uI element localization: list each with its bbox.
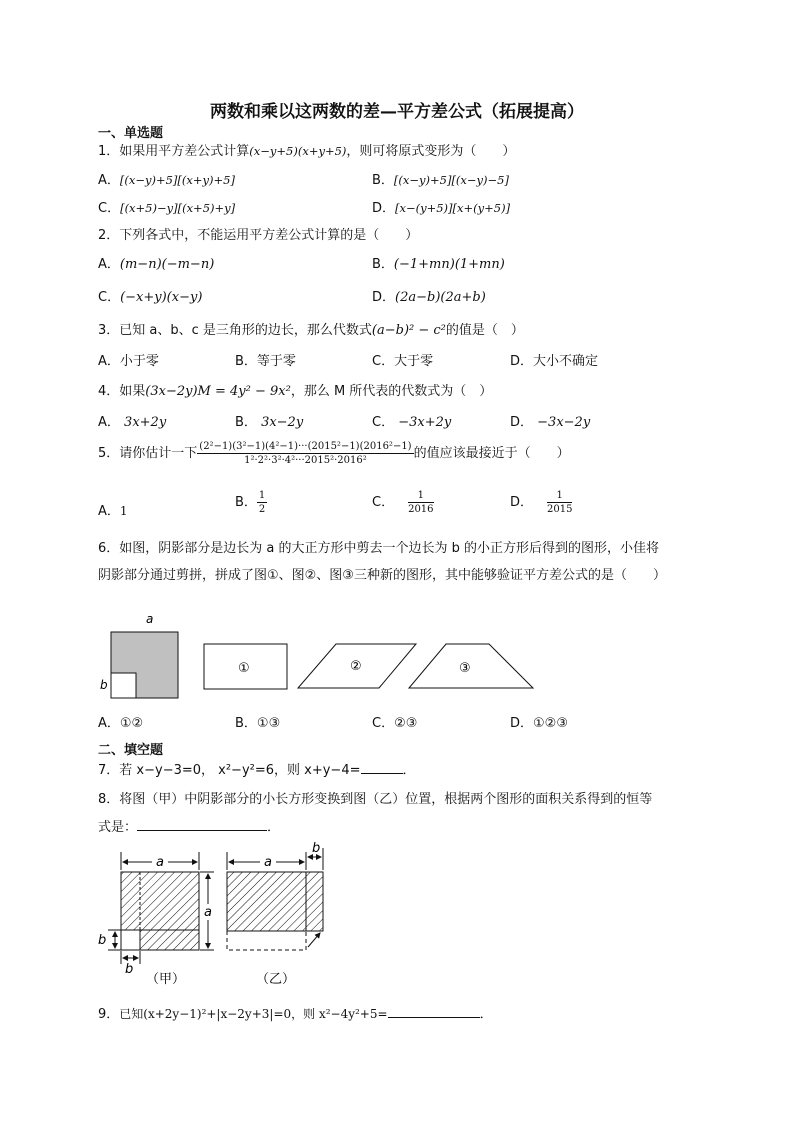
option-text: (2a−b)(2a+b)	[395, 290, 486, 305]
option-text: (m−n)(−m−n)	[119, 257, 215, 272]
question-text: ，则可将原式变形为（ ）	[346, 144, 516, 159]
question-2	[98, 224, 418, 243]
option-label: B．	[372, 173, 394, 188]
option-c[interactable]	[372, 712, 417, 731]
question-6-line-1	[98, 537, 659, 556]
option-b[interactable]	[235, 712, 280, 731]
question-text: 已知 a、b、c 是三角形的边长，那么代数式	[119, 323, 372, 338]
option-text: ①②	[119, 716, 144, 731]
option-b[interactable]	[372, 169, 509, 188]
option-d[interactable]	[372, 286, 486, 305]
dashed-outline-yi	[227, 931, 306, 950]
caption-jia: （甲）	[146, 972, 186, 987]
label-a-vertical: a	[204, 905, 212, 920]
answer-blank[interactable]	[137, 818, 267, 831]
question-end: ．	[402, 763, 416, 778]
option-text: [x−(y+5)][x+(y+5)]	[395, 201, 511, 215]
option-c[interactable]	[372, 411, 451, 430]
option-text: 1	[119, 504, 128, 518]
question-text: 的值应该最接近于（ ）	[413, 446, 570, 461]
option-text: ②③	[394, 716, 418, 731]
option-text: (−x+y)(x−y)	[120, 290, 203, 305]
question-7	[98, 759, 416, 778]
caption-yi: （乙）	[256, 972, 296, 987]
option-label: C．	[372, 495, 395, 510]
figure-q8	[96, 840, 346, 990]
label-a: a	[156, 855, 164, 870]
label-b-yi: b	[312, 841, 321, 856]
question-5	[98, 441, 570, 466]
option-label: B．	[235, 354, 257, 369]
option-fraction	[408, 490, 433, 515]
label-b: b	[100, 678, 108, 692]
option-text: 3x−2y	[261, 415, 304, 430]
fraction-expression	[197, 441, 413, 466]
page-title: 两数和乘以这两数的差—平方差公式（拓展提高）	[210, 102, 584, 122]
trapezoid-shape-3	[409, 644, 533, 688]
question-number: 7．	[98, 763, 120, 778]
question-number: 8．	[98, 792, 120, 807]
option-d[interactable]	[510, 350, 598, 369]
question-text: 如果	[119, 384, 146, 399]
option-b[interactable]	[235, 411, 303, 430]
fraction-numerator: 1	[547, 490, 572, 503]
question-3	[98, 319, 524, 338]
question-8-line-1	[98, 788, 652, 807]
option-text: ①②③	[533, 716, 568, 731]
section-heading-single-choice: 一、单选题	[98, 126, 164, 141]
question-text: 请你估计一下	[119, 446, 198, 461]
section-heading-fill-in: 二、填空题	[98, 743, 164, 758]
option-text: 大小不确定	[533, 354, 599, 369]
option-label: C．	[98, 201, 121, 216]
question-text: 下列各式中，不能运用平方差公式计算的是（ ）	[119, 228, 419, 243]
label-a: a	[146, 612, 154, 626]
option-d[interactable]	[510, 712, 568, 731]
question-number: 2．	[98, 228, 120, 243]
option-fraction	[547, 490, 572, 515]
label-b-bottom: b	[125, 962, 134, 977]
option-label: D．	[372, 290, 396, 305]
option-label: D．	[510, 716, 534, 731]
question-8-line-2	[98, 816, 280, 835]
option-text: [(x−y)+5][(x+y)+5]	[119, 173, 235, 187]
question-1	[98, 140, 515, 159]
option-label: C．	[98, 290, 121, 305]
option-a[interactable]	[98, 712, 143, 731]
option-text: −3x−2y	[537, 415, 591, 430]
option-text: 3x+2y	[124, 415, 167, 430]
question-text: ，那么 M 所代表的代数式为（ ）	[290, 384, 493, 399]
option-c[interactable]	[372, 350, 433, 369]
shape-label-1: ①	[238, 661, 250, 676]
option-label: C．	[372, 415, 395, 430]
option-label: B．	[372, 257, 394, 272]
question-end: ．	[479, 1007, 493, 1022]
option-b[interactable]	[235, 350, 296, 369]
rectangle-hatched-yi	[227, 872, 323, 931]
option-a[interactable]	[98, 411, 166, 430]
option-c[interactable]	[372, 490, 434, 515]
option-text: ①③	[256, 716, 281, 731]
fraction-numerator: 1	[408, 490, 433, 503]
question-text: 已知(x+2y−1)²+|x−2y+3|=0，则 x²−4y²+5=	[119, 1007, 388, 1021]
option-d[interactable]	[510, 411, 590, 430]
math-expression: (3x−2y)M = 4y² − 9x²	[145, 384, 291, 399]
math-expression: (a−b)² − c²	[371, 323, 446, 338]
question-text: 如果用平方差公式计算	[119, 144, 250, 159]
option-d[interactable]	[372, 197, 510, 216]
question-text: 的值是（ ）	[445, 323, 524, 338]
option-text: 大于零	[394, 354, 434, 369]
label-a-yi: a	[264, 855, 272, 870]
option-c[interactable]	[98, 197, 235, 216]
fraction-numerator: 1	[258, 490, 266, 501]
math-expression: (x−y+5)(x+y+5)	[249, 144, 347, 158]
fraction-denominator: 1²·2²·3²·4²···2015²·2016²	[244, 455, 367, 466]
option-label: B．	[235, 415, 257, 430]
option-label: D．	[510, 354, 534, 369]
option-label: B．	[235, 495, 257, 510]
fraction-numerator: (2²−1)(3²−1)(4²−1)···(2015²−1)(2016²−1)	[199, 441, 412, 452]
figure-q6	[96, 610, 556, 705]
option-text: 小于零	[119, 354, 159, 369]
answer-blank[interactable]	[361, 761, 403, 774]
option-label: A．	[98, 173, 120, 188]
question-number: 9．	[98, 1007, 120, 1022]
question-number: 6．	[98, 541, 120, 556]
fraction-denominator: 2	[258, 504, 266, 515]
question-text: 若 x−y−3=0， x²−y²=6，则 x+y−4=	[119, 763, 361, 778]
question-number: 3．	[98, 323, 120, 338]
option-text: [(x−y)+5][(x−y)−5]	[393, 173, 509, 187]
small-square-cutout	[111, 673, 136, 698]
option-label: A．	[98, 716, 120, 731]
shape-label-3: ③	[459, 661, 471, 676]
option-a[interactable]	[98, 253, 214, 272]
question-number: 5．	[98, 446, 120, 461]
question-6-line-2: 阴影部分通过剪拼，拼成了图①、图②、图③三种新的图形，其中能够验证平方差公式的是（ ）	[98, 568, 666, 583]
option-label: B．	[235, 716, 257, 731]
move-arrow	[308, 933, 320, 947]
option-label: A．	[98, 257, 120, 272]
option-label: C．	[372, 354, 395, 369]
option-label: A．	[98, 415, 120, 430]
shape-label-2: ②	[350, 659, 362, 674]
option-a[interactable]	[98, 169, 235, 188]
option-b[interactable]	[235, 490, 267, 515]
option-label: A．	[98, 354, 120, 369]
small-square-b	[121, 930, 140, 950]
option-d[interactable]	[510, 490, 572, 515]
question-number: 1．	[98, 144, 120, 159]
option-label: A．	[98, 504, 120, 519]
option-fraction	[257, 490, 267, 515]
option-label: D．	[510, 415, 534, 430]
option-a[interactable]	[98, 500, 128, 519]
question-end: ．	[267, 820, 281, 835]
question-9	[98, 1003, 493, 1022]
question-text: 如图，阴影部分是边长为 a 的大正方形中剪去一个边长为 b 的小正方形后得到的图形，小佳将	[119, 541, 660, 556]
option-text: −3x+2y	[398, 415, 452, 430]
option-text: [(x+5)−y][(x+5)+y]	[120, 201, 236, 215]
fraction-denominator: 2015	[547, 504, 573, 515]
option-label: D．	[372, 201, 396, 216]
answer-blank[interactable]	[388, 1005, 480, 1018]
question-text: 式是：	[98, 820, 138, 835]
question-text: 将图（甲）中阴影部分的小长方形变换到图（乙）位置，根据两个图形的面积关系得到的恒等	[119, 792, 653, 807]
question-4	[98, 380, 492, 399]
option-text: (−1+mn)(1+mn)	[393, 257, 505, 272]
label-b-left: b	[98, 933, 107, 948]
option-label: D．	[510, 495, 534, 510]
fraction-denominator: 2016	[408, 504, 434, 515]
option-label: C．	[372, 716, 395, 731]
option-c[interactable]	[98, 286, 202, 305]
option-a[interactable]	[98, 350, 159, 369]
question-number: 4．	[98, 384, 120, 399]
option-text: 等于零	[256, 354, 296, 369]
option-b[interactable]	[372, 253, 505, 272]
